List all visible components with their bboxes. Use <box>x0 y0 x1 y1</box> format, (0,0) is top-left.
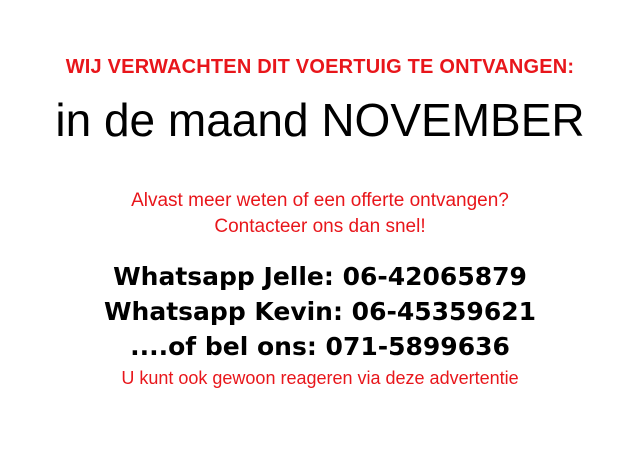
poster-subline-1: Alvast meer weten of een offerte ontvangen? <box>131 190 509 211</box>
contact-whatsapp-jelle: Whatsapp Jelle: 06-42065879 <box>113 262 527 291</box>
contact-phone: ....of bel ons: 071-5899636 <box>130 332 510 361</box>
poster-footer-note: U kunt ook gewoon reageren via deze advertentie <box>121 368 519 388</box>
poster-subline-2: Contacteer ons dan snel! <box>214 216 426 237</box>
poster-month-line: in de maand NOVEMBER <box>55 94 585 146</box>
contact-whatsapp-kevin: Whatsapp Kevin: 06-45359621 <box>103 297 537 326</box>
poster-headline: WIJ VERWACHTEN DIT VOERTUIG TE ONTVANGEN: <box>65 56 575 78</box>
